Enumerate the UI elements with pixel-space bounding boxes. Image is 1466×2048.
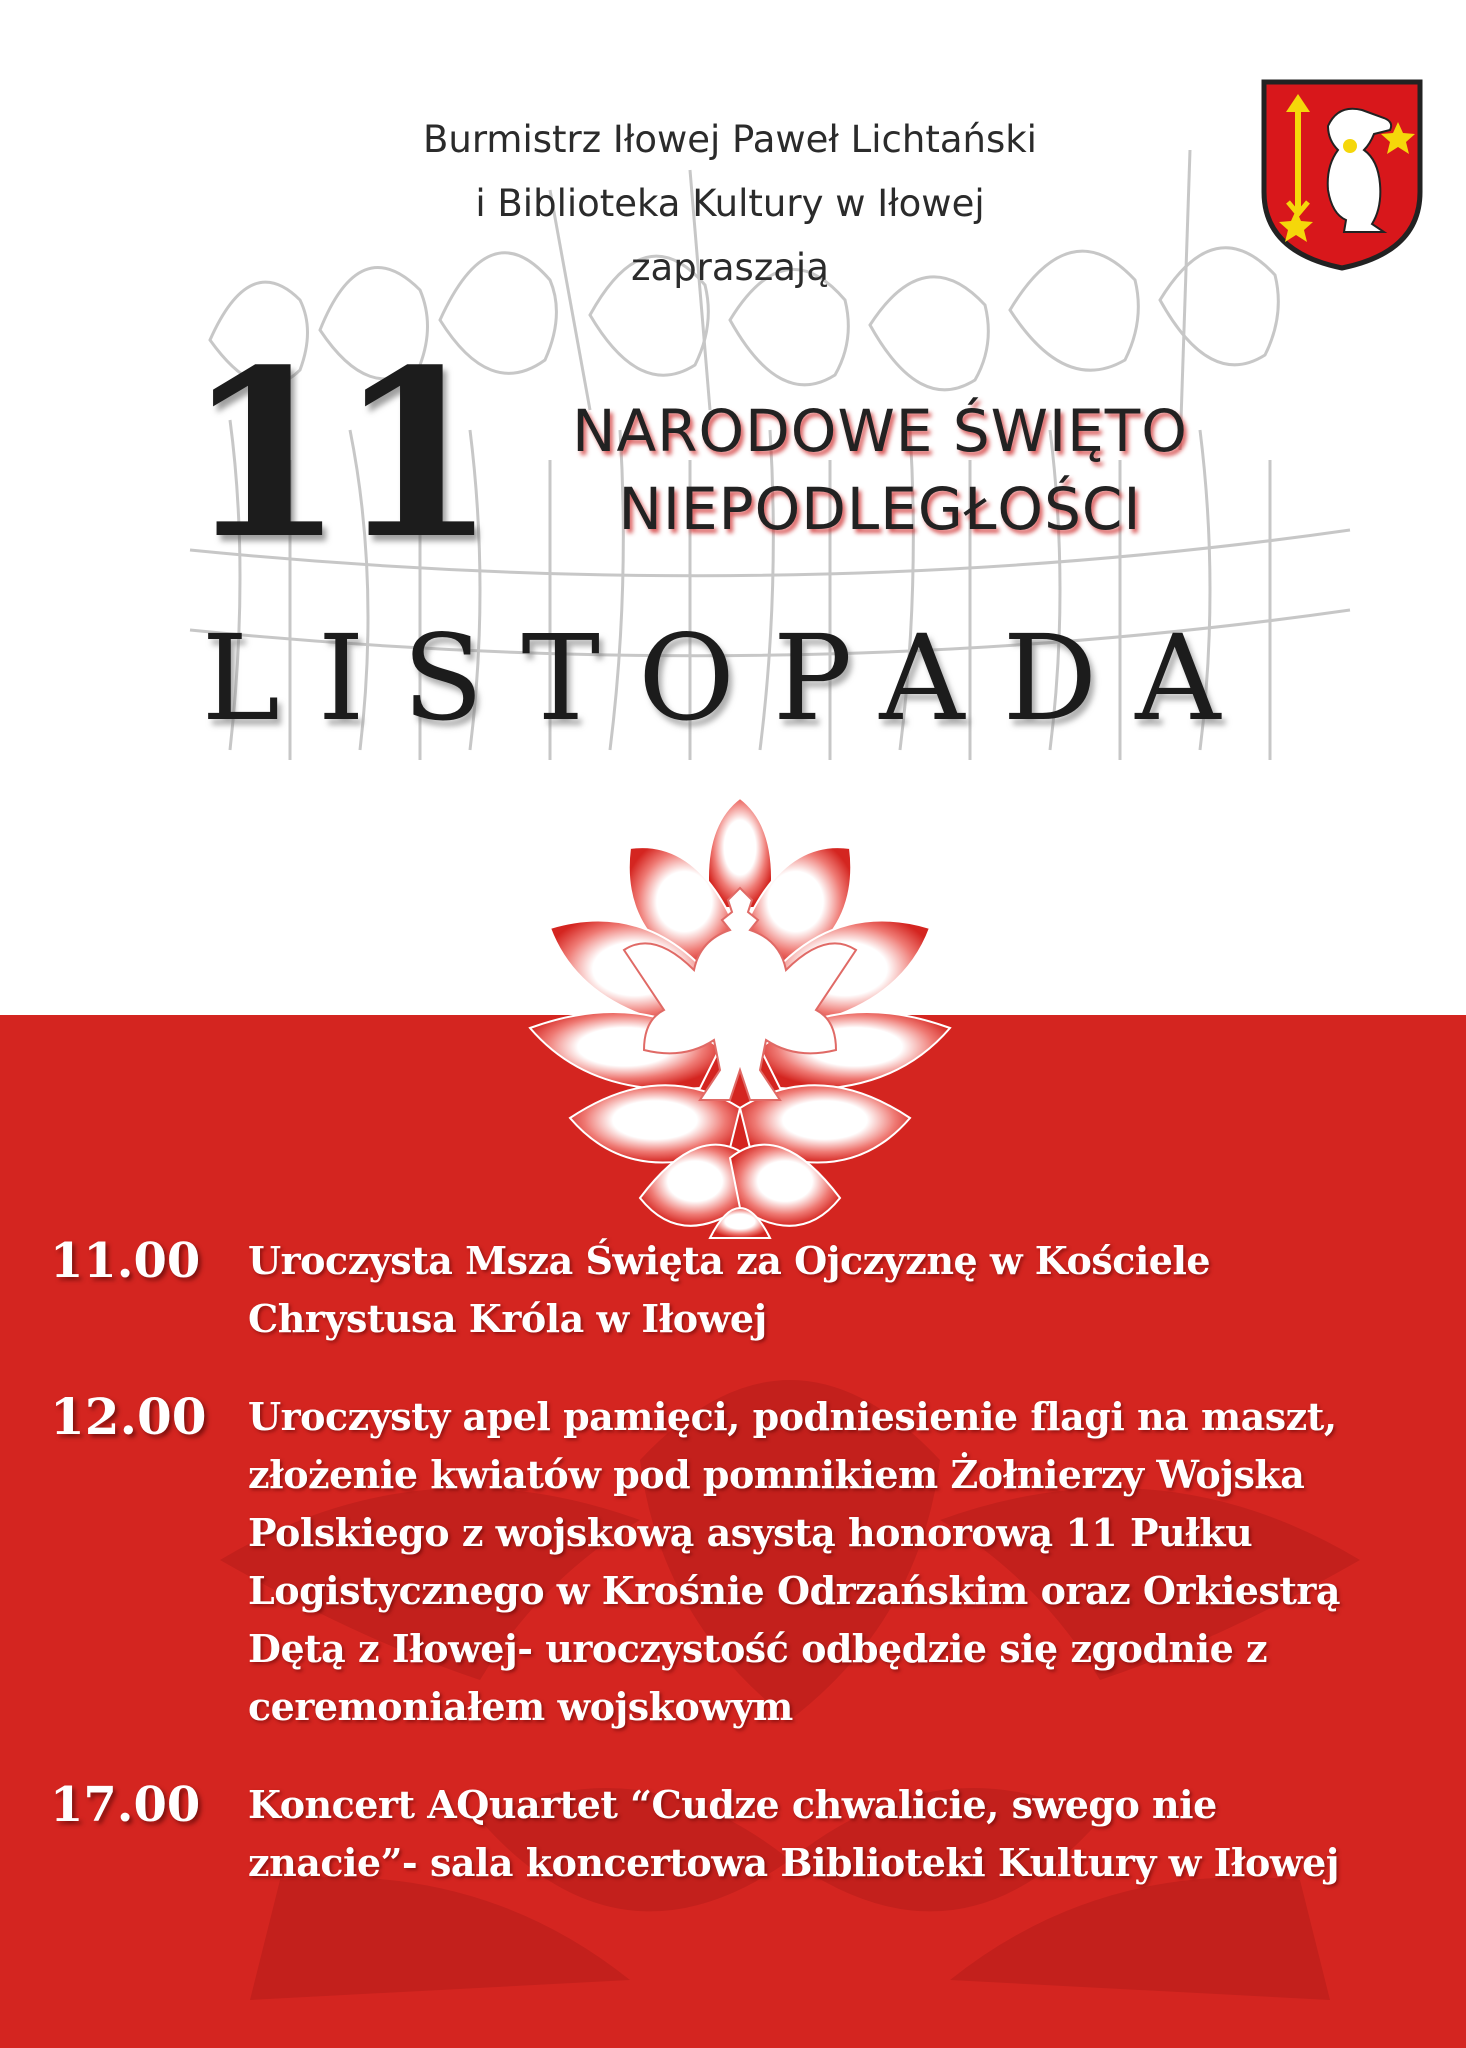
event-description-line: Polskiego z wojskową asystą honorową 11 Pułku: [248, 1510, 1253, 1555]
event-description-line: złożenie kwiatów pod pomnikiem Żołnierzy Wojska: [248, 1452, 1305, 1497]
schedule-item: [50, 1776, 1450, 1892]
event-description-line: znacie”- sala koncertowa Biblioteki Kultury w Iłowej: [248, 1840, 1339, 1885]
event-description-line: Koncert AQuartet “Cudze chwalicie, swego nie: [248, 1782, 1217, 1827]
event-description-line: Chrystusa Króla w Iłowej: [248, 1296, 767, 1341]
schedule-item: [50, 1388, 1450, 1736]
event-description-line: Uroczysty apel pamięci, podniesienie flagi na maszt,: [248, 1394, 1337, 1439]
event-description-line: Logistycznego w Krośnie Odrzańskim oraz Orkiestrą: [248, 1568, 1341, 1613]
ilowa-coat-of-arms-icon: [1258, 76, 1426, 272]
event-description-line: ceremoniałem wojskowym: [248, 1684, 793, 1729]
event-time: 11.00: [50, 1233, 201, 1289]
organizers-text: [380, 108, 1080, 300]
event-description: [248, 1388, 1450, 1736]
event-time: 17.00: [50, 1777, 201, 1833]
event-description: [248, 1232, 1450, 1348]
schedule-item: [50, 1232, 1450, 1348]
organizer-line-1: Burmistrz Iłowej Paweł Lichtański: [423, 118, 1037, 161]
holiday-title: [480, 392, 1280, 548]
event-time: 12.00: [50, 1387, 207, 1446]
holiday-title-line-2: NIEPODLEGŁOŚCI: [618, 475, 1142, 543]
month-name: LISTOPADA: [201, 609, 1259, 747]
day-number: 11: [185, 320, 490, 590]
organizer-line-2: i Biblioteka Kultury w Iłowej: [475, 182, 985, 225]
invitation-word: zapraszają: [631, 246, 829, 289]
event-description-line: Dętą z Iłowej- uroczystość odbędzie się zgodnie z: [248, 1626, 1268, 1671]
polish-white-eagle-icon: [510, 778, 970, 1248]
event-description-line: Uroczysta Msza Święta za Ojczyznę w Kościele: [248, 1238, 1211, 1283]
event-description: [248, 1776, 1450, 1892]
holiday-title-line-1: NARODOWE ŚWIĘTO: [572, 397, 1188, 465]
event-schedule: [50, 1232, 1450, 1932]
